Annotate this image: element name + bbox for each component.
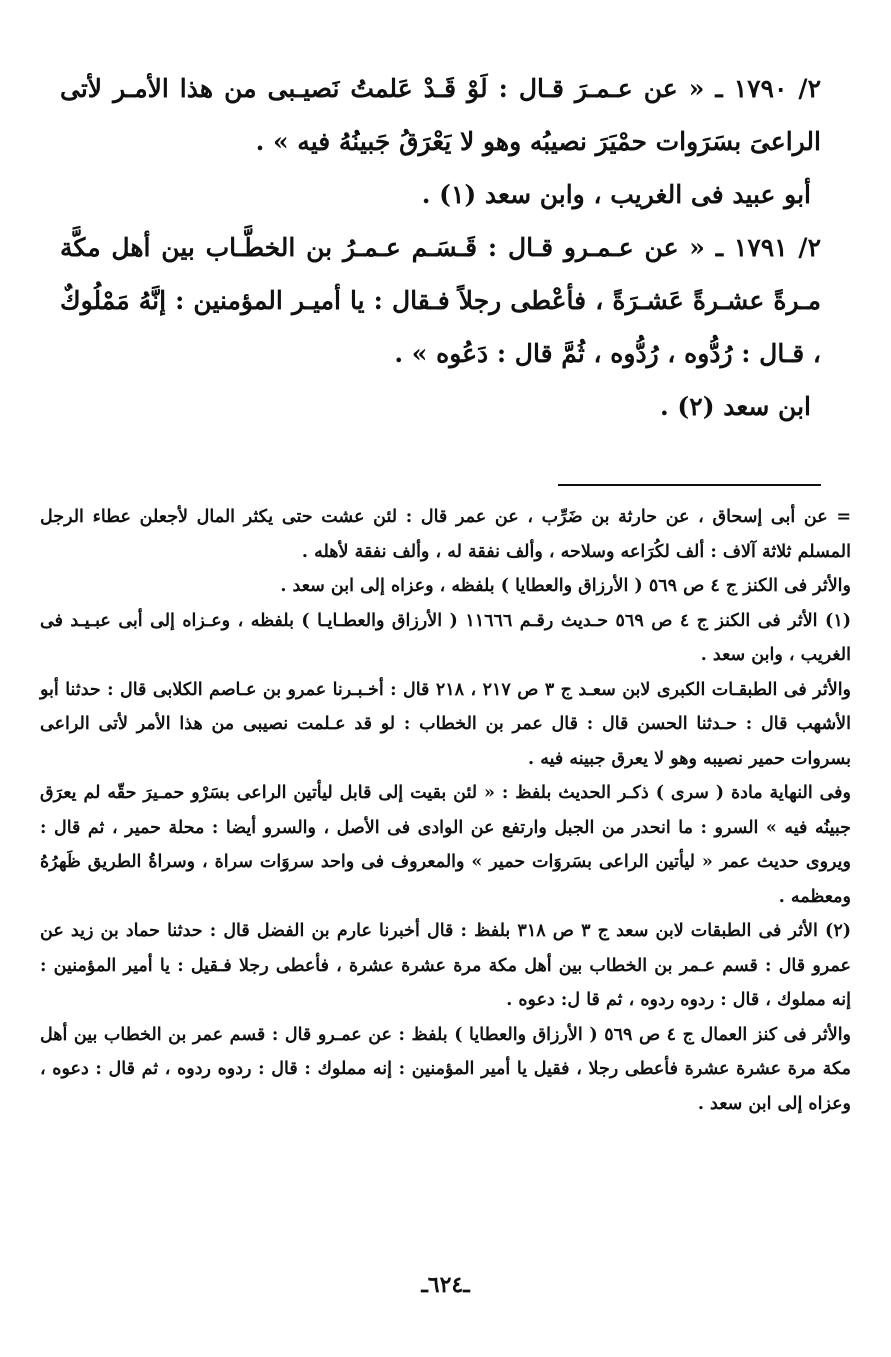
page-number: ـ٦٢٤ـ — [421, 1272, 470, 1298]
footnote-divider — [558, 484, 821, 486]
footnote-2-kanz: والأثر فى كنز العمال ج ٤ ص ٥٦٩ ( الأرزاق والعطايا ) بلفظ : عن عمـرو قال : قسم عمر بن الخطاب بين أهل مكة مرة عشرة عشرة فأعطى رجلا ، فقيل يا أمير المؤمنين : إنه مملوك : قال : ردوه ردوه ، ثم قال : دعوه ، وعزاه إلى ابن سعد . — [40, 1024, 852, 1114]
book-page — [40, 0, 851, 1357]
footnote-1-nihaya: وفى النهاية مادة ( سرى ) ذكـر الحديث بلفظ : « لئن بقيت إلى قابل ليأتين الراعى بسَرْو حمـيرَ حقّه لم يعرَق جبينُه فيه » السرو : ما انحدر من الجبل وارتفع عن الوادى فى الأصل ، والسرو أيضا : محلة حمير ، ثم قال : ويروى حديث عمر « ليأتين الراعى بسَروَات حمير » والمعروف فى واحد سروَات سراة ، وسراةُ الطريق ظَهرُهُ ومعظمه . — [40, 783, 851, 907]
footnotes — [40, 500, 851, 1121]
hadith-1791: ٢/ ١٧٩١ ـ « عن عـمـرو قـال : قَـسَـم عـمـرُ بن الخطَّـاب بين أهل مكَّة مـرةً عشـرةً عَشـرَةً ، فأعْطى رجلاً فـقال : يا أميـر المؤمنين : إنَّهُ مَمْلُوكٌ ، قـال : رُدُّوه ، رُدُّوه ، ثُمَّ قال : دَعُوه » . — [60, 233, 821, 368]
footnote-2: (٢) الأثر فى الطبقات لابن سعد ج ٣ ص ٣١٨ بلفظ : قال أخبرنا عارم بن الفضل قال : حدثنا حماد بن زيد عن عمرو قال : قسم عـمر بن الخطاب بين أهل مكة مرة عشرة عشرة ، فأعطى رجلا فـقيل : يا أمير المؤمنين : إنه مملوك ، قال : ردوه ردوه ، ثم قا ل: دعوه . — [40, 921, 852, 1010]
main-text — [60, 62, 821, 433]
footnote-1-tabaqat: والأثر فى الطبقـات الكبرى لابن سعـد ج ٣ ص ٢١٧ ، ٢١٨ قال : أخـبـرنا عمرو بن عـاصم الكلابى قال : حدثنا أبو الأشهب قال : حـدثنا الحسن قال : قال عمر بن الخطاب : لو قد عـلمت نصيبى من هذا الأمر لأتى الراعى بسروات حمير نصيبه وهو لا يعرق جبينه فيه . — [40, 679, 852, 769]
footnote-continuation: = عن أبى إسحاق ، عن حارثة بن ضَرِّب ، عن عمر قال : لئن عشت حتى يكثر المال لأجعلن عطاء الرجل المسلم ثلاثة آلاف : ألف لكُرَاعه وسلاحه ، وألف نفقة له ، وألف نفقة لأهله . — [40, 507, 851, 562]
hadith-1790-source: أبو عبيد فى الغريب ، وابن سعد (١) . — [421, 180, 811, 209]
footnote-continuation-ref: والأثر فى الكنز ج ٤ ص ٥٦٩ ( الأرزاق والعطايا ) بلفظه ، وعزاه إلى ابن سعد . — [280, 576, 851, 596]
hadith-1791-source: ابن سعد (٢) . — [660, 392, 811, 421]
hadith-1790: ٢/ ١٧٩٠ ـ « عن عـمـرَ قـال : لَوْ قَـدْ عَلمتُ نَصيـبى من هذا الأمـر لأتى الراعىَ بسَرَوات حمْيَرَ نصيبُه وهو لا يَعْرَقُ جَبينُهُ فيه » . — [60, 74, 821, 156]
footnote-1: (١) الأثر فى الكنز ج ٤ ص ٥٦٩ حـديث رقـم ١١٦٦٦ ( الأرزاق والعطـايـا ) بلفظه ، وعـزاه إلى أبى عبـيـد فى الغريب ، وابن سعد . — [40, 610, 851, 665]
